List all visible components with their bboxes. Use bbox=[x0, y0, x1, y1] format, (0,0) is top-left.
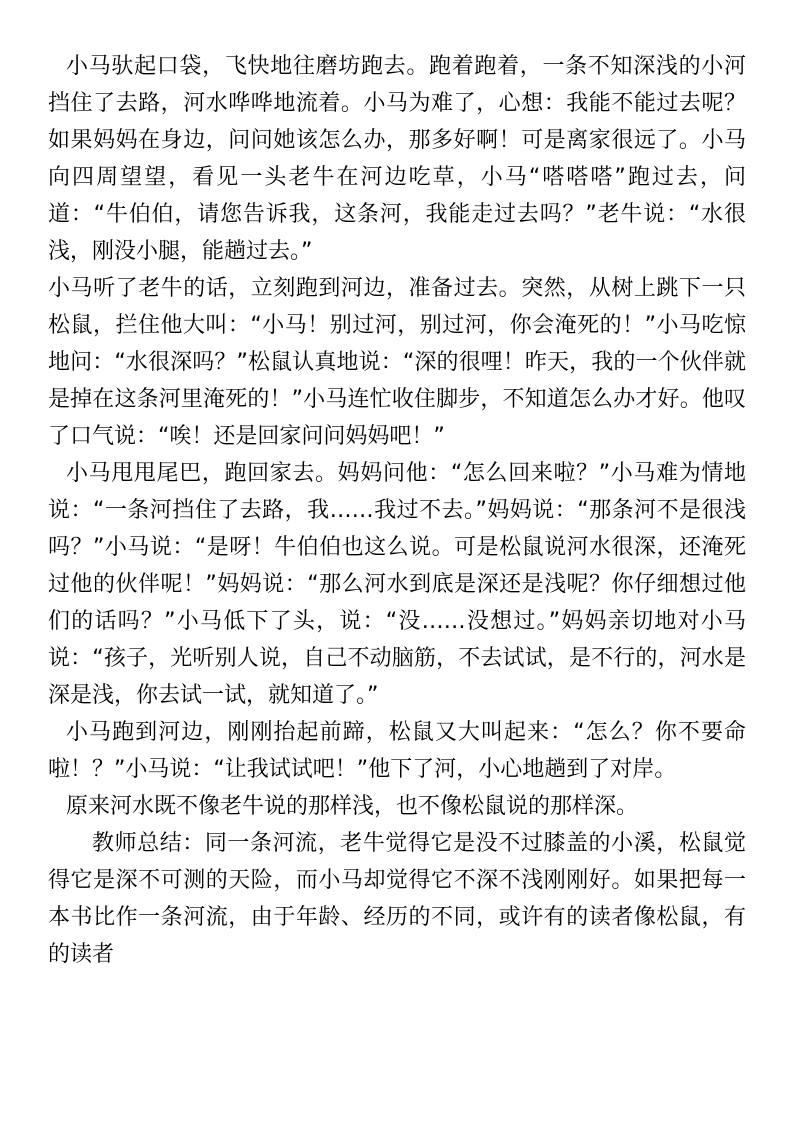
document-page bbox=[48, 48, 746, 973]
paragraph-crossing-success: 小马跑到河边，刚刚抬起前蹄，松鼠又大叫起来：“怎么？你不要命啦！？”小马说：“让我试试吧！”他下了河，小心地趟到了对岸。 bbox=[48, 720, 746, 782]
paragraph-conclusion: 原来河水既不像老牛说的那样浅，也不像松鼠说的那样深。 bbox=[66, 794, 639, 819]
paragraph-crossing-start: 小马驮起口袋，飞快地往磨坊跑去。跑着跑着，一条不知深浅的小河挡住了去路，河水哗哗地流着。小马为难了，心想：我能不能过去呢？如果妈妈在身边，问问她该怎么办，那多好啊！可是离家很远了。小马向四周望望，看见一头老牛在河边吃草，小马“嗒嗒嗒”跑过去，问道：“牛伯伯，请您告诉我，这条河，我能走过去吗？”老牛说：“水很浅，刚没小腿，能趟过去。” bbox=[48, 54, 746, 264]
paragraph-squirrel-warning: 小马听了老牛的话，立刻跑到河边，准备过去。突然，从树上跳下一只松鼠，拦住他大叫：“小马！别过河，别过河，你会淹死的！”小马吃惊地问：“水很深吗？”松鼠认真地说：“深的很哩！昨天，我的一个伙伴就是掉在这条河里淹死的！”小马连忙收住脚步，不知道怎么办才好。他叹了口气说：“唉！还是回家问问妈妈吧！” bbox=[48, 276, 746, 449]
paragraph-teacher-summary: 教师总结：同一条河流，老牛觉得它是没不过膝盖的小溪，松鼠觉得它是深不可测的天险，而小马却觉得它不深不浅刚刚好。如果把每一本书比作一条河流，由于年龄、经历的不同，或许有的读者像松鼠，有的读者 bbox=[48, 831, 746, 967]
paragraph-return-home: 小马甩甩尾巴，跑回家去。妈妈问他：“怎么回来啦？”小马难为情地说：“一条河挡住了去路，我……我过不去。”妈妈说：“那条河不是很浅吗？”小马说：“是呀！牛伯伯也这么说。可是松鼠说河水很深，还淹死过他的伙伴呢！”妈妈说：“那么河水到底是深还是浅呢？你仔细想过他们的话吗？”小马低下了头，说：“没……没想过。”妈妈亲切地对小马说：“孩子，光听别人说，自己不动脑筋，不去试试，是不行的，河水是深是浅，你去试一试，就知道了。” bbox=[48, 461, 746, 708]
